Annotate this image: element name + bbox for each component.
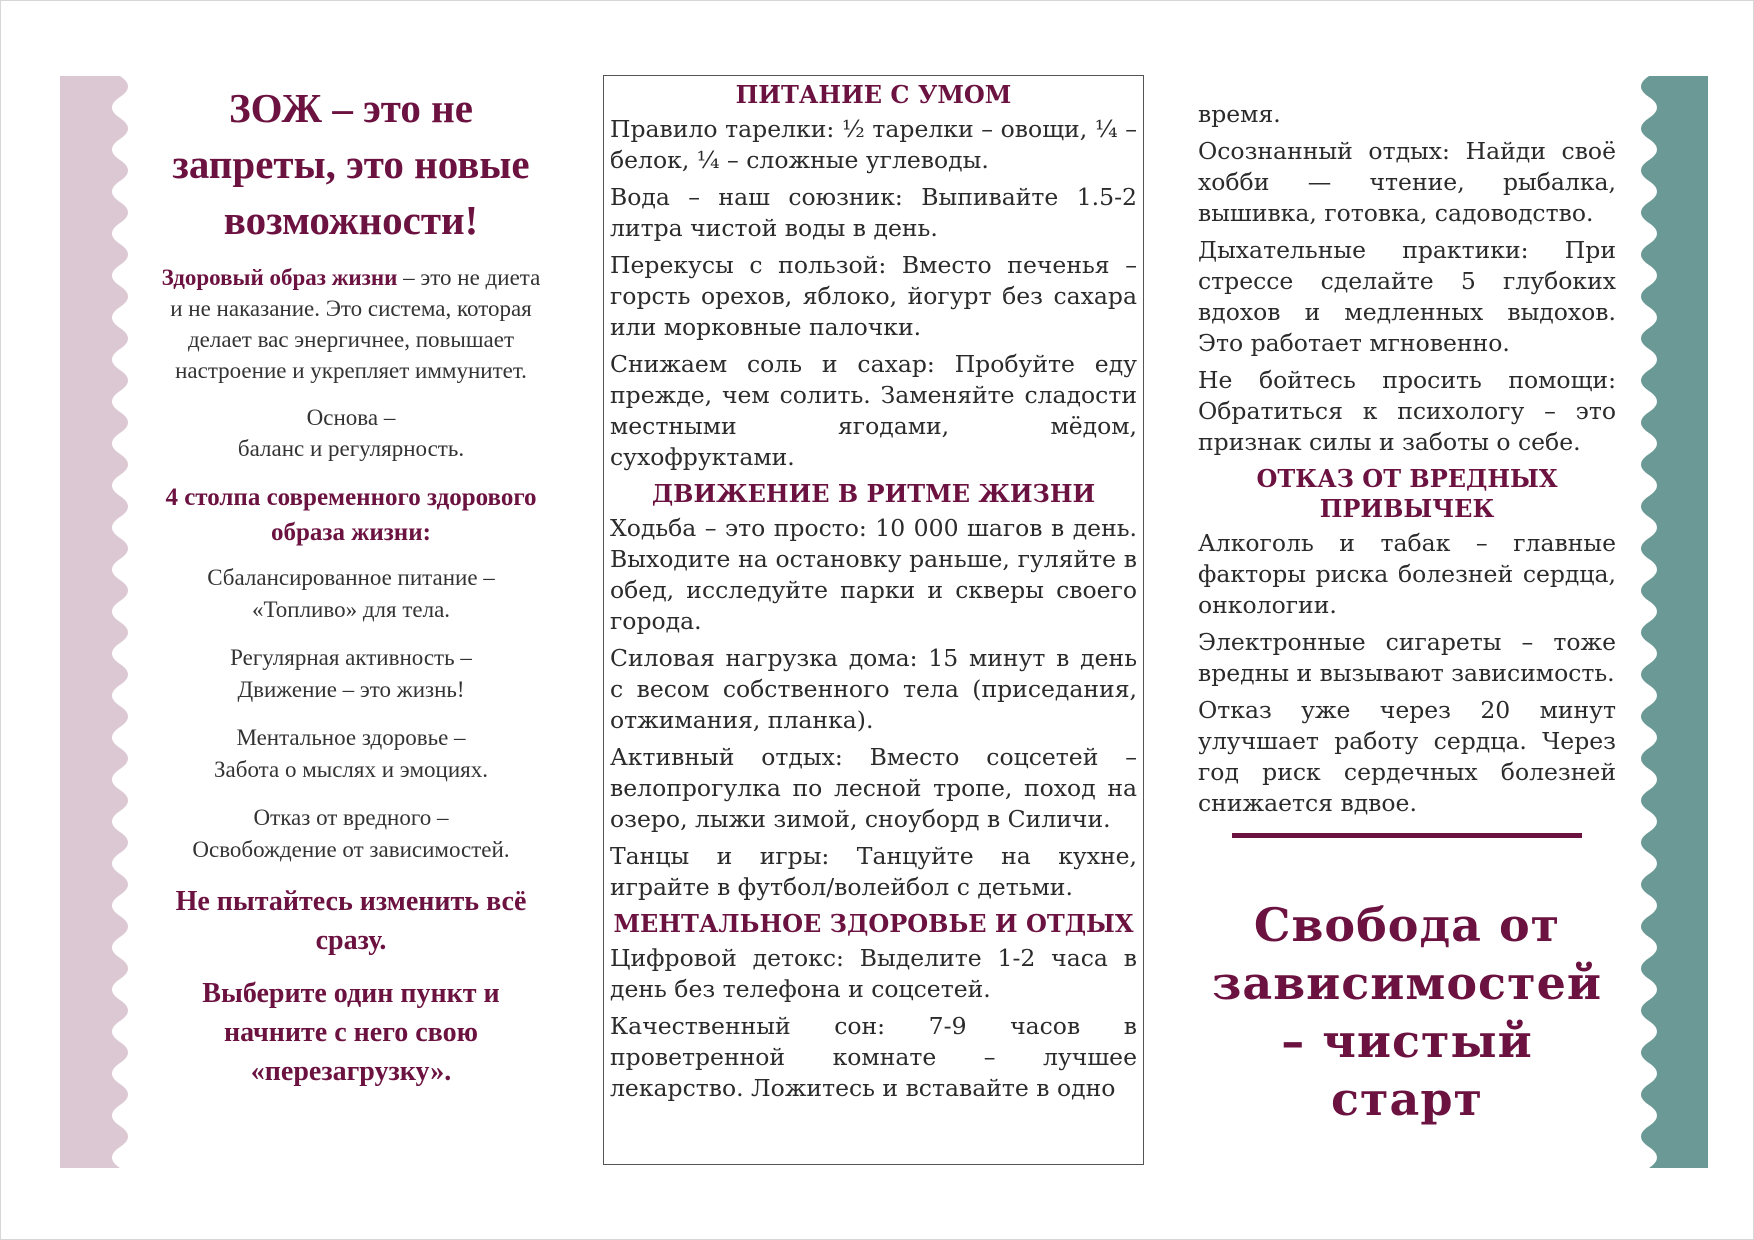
advice-line-1: Не пытайтесь изменить всё сразу. [175,886,527,956]
section-heading-movement: ДВИЖЕНИЕ В РИТМЕ ЖИЗНИ [651,479,1096,508]
right-panel [1198,99,1616,1128]
mental-tip: Осознанный отдых: Найди своё хобби — чтение, рыбалка, вышивка, готовка, садоводство. [1198,137,1616,227]
pillar-name: Отказ от вредного – [253,805,449,830]
mental-tip-continued: время. [1198,100,1281,128]
left-decorative-stripe [60,76,128,1168]
pillar-item [156,802,546,866]
pillar-item [156,642,546,706]
pillars-heading: 4 столпа современного здорового образа жизни: [165,484,537,546]
basis-line-1: Основа – [306,405,396,430]
pillar-desc: Движение – это жизнь! [237,677,465,702]
pillar-desc: Освобождение от зависимостей. [192,837,510,862]
habits-tip: Электронные сигареты – тоже вредны и вызывают зависимость. [1198,628,1616,687]
left-panel [156,80,546,1105]
pillar-desc: Забота о мыслях и эмоциях. [214,757,488,782]
habits-tip: Отказ уже через 20 минут улучшает работу сердца. Через год риск сердечных болезней снижается вдвое. [1198,696,1616,817]
section-heading-habits: ОТКАЗ ОТ ВРЕДНЫХ ПРИВЫЧЕК [1256,464,1558,523]
mental-tip: Дыхательные практики: При стрессе сделайте 5 глубоких вдохов и медленных выдохов. Это работает мгновенно. [1198,236,1616,357]
basis-line-2: баланс и регулярность. [237,436,465,461]
section-heading-nutrition: ПИТАНИЕ С УМОМ [735,80,1012,109]
closing-slogan: Свобода от зависимостей – чистый старт [1212,898,1602,1126]
movement-tip: Ходьба – это просто: 10 000 шагов в день. Выходите на остановку раньше, гуляйте в обед, исследуйте парки и скверы своего города. [610,514,1137,635]
movement-tip: Активный отдых: Вместо соцсетей – велопрогулка по лесной тропе, поход на озеро, лыжи зимой, сноуборд в Силичи. [610,743,1137,833]
nutrition-tip: Вода – наш союзник: Выпивайте 1.5-2 литра чистой воды в день. [610,183,1137,242]
advice-line-2: Выберите один пункт и начните с него свою «перезагрузку». [202,978,500,1087]
mental-tip: Цифровой детокс: Выделите 1-2 часа в день без телефона и соцсетей. [610,944,1137,1003]
right-decorative-stripe [1641,76,1708,1168]
intro-text: – это не диета и не наказание. Это система, которая делает вас энергичнее, повышает настроение и укрепляет иммунитет. [170,265,541,383]
intro-paragraph [156,262,546,386]
mental-tip: Качественный сон: 7-9 часов в проветренной комнате – лучшее лекарство. Ложитесь и вставайте в одно [610,1012,1137,1102]
habits-tip: Алкоголь и табак – главные факторы риска болезней сердца, онкологии. [1198,529,1616,619]
main-title: ЗОЖ – это не запреты, это новые возможности! [172,85,530,243]
movement-tip: Силовая нагрузка дома: 15 минут в день с весом собственного тела (приседания, отжимания, планка). [610,644,1137,734]
pillar-name: Сбалансированное питание – [207,565,495,590]
divider-rule [1232,833,1582,838]
basis-text [156,402,546,464]
nutrition-tip: Перекусы с пользой: Вместо печенья – горсть орехов, яблоко, йогурт без сахара или морковные палочки. [610,251,1137,341]
pillar-item [156,722,546,786]
mental-tip: Не бойтесь просить помощи: Обратиться к психологу – это признак силы и заботы о себе. [1198,366,1616,456]
nutrition-tip: Правило тарелки: ½ тарелки – овощи, ¼ – белок, ¼ – сложные углеводы. [610,115,1137,174]
intro-bold-term: Здоровый образ жизни [161,265,398,290]
pillar-name: Ментальное здоровье – [236,725,466,750]
pillar-item [156,562,546,626]
pillar-name: Регулярная активность – [230,645,472,670]
nutrition-tip: Снижаем соль и сахар: Пробуйте еду прежде, чем солить. Заменяйте сладости местными ягодами, мёдом, сухофруктами. [610,350,1137,471]
movement-tip: Танцы и игры: Танцуйте на кухне, играйте в футбол/волейбол с детьми. [610,842,1137,901]
section-heading-mental: МЕНТАЛЬНОЕ ЗДОРОВЬЕ И ОТДЫХ [613,909,1134,938]
pillar-desc: «Топливо» для тела. [251,597,451,622]
middle-panel [603,75,1144,1165]
